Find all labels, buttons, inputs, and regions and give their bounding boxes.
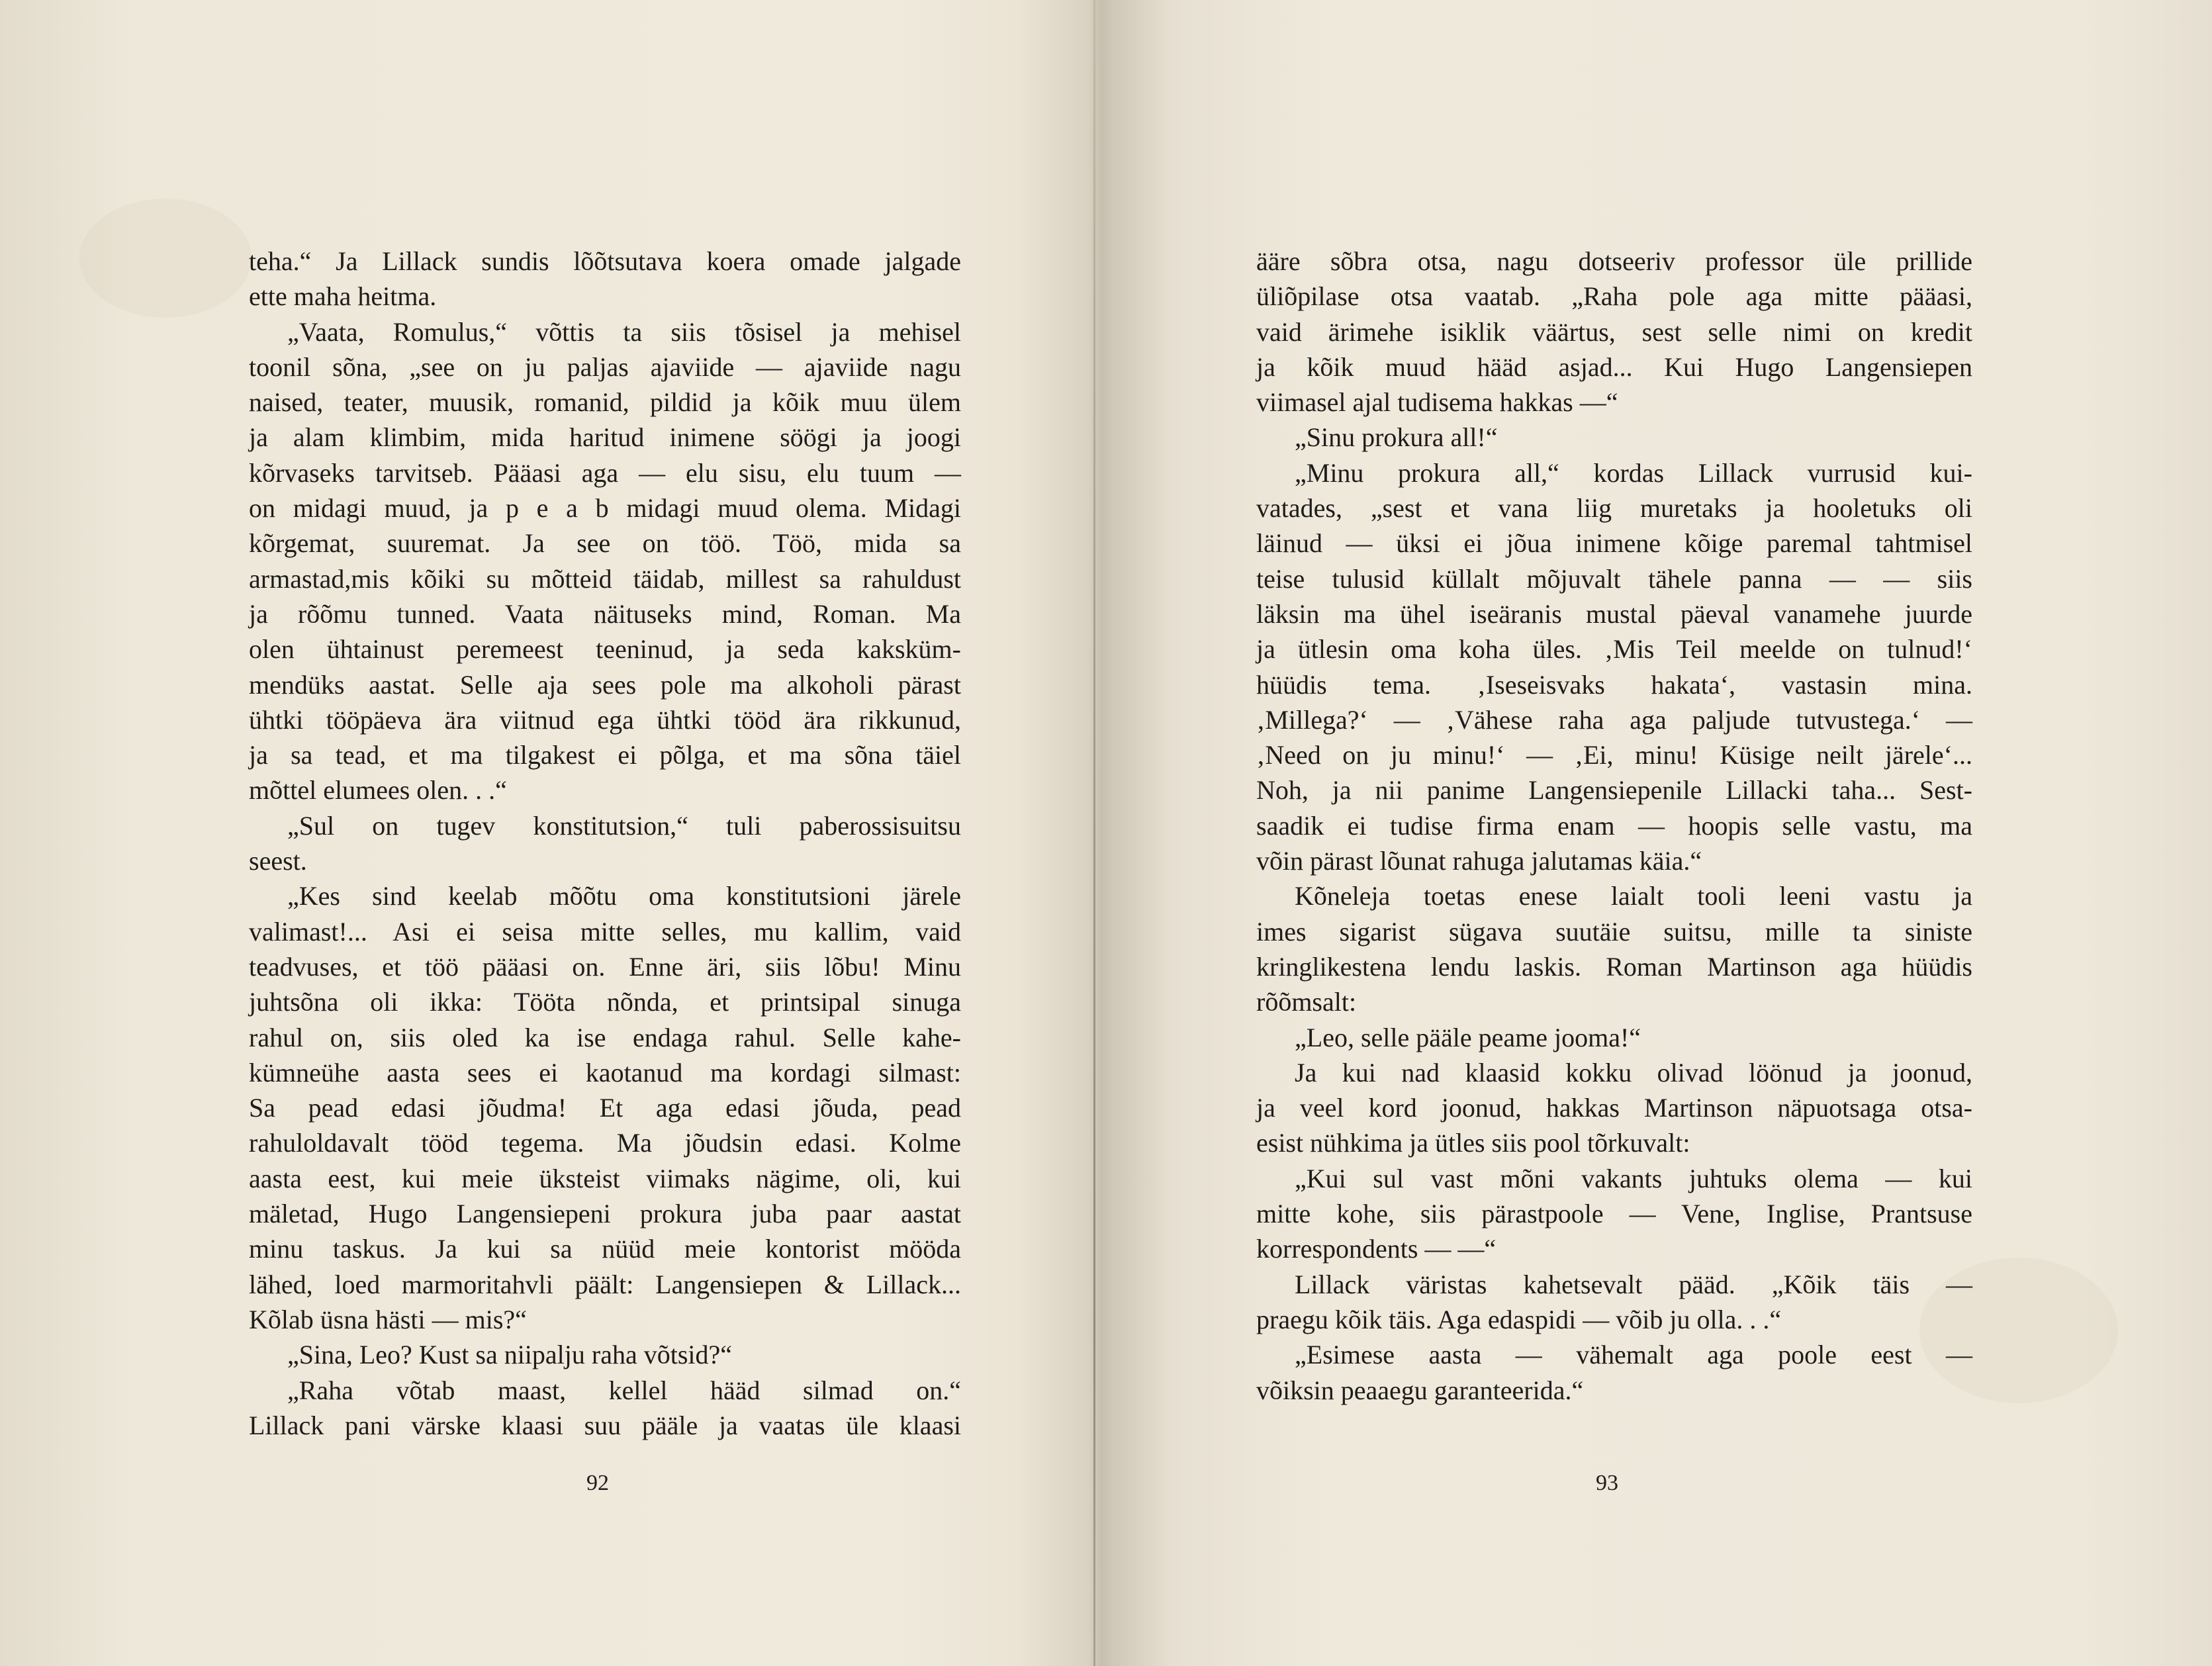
text-line: armastad,mis kõiki su mõtteid täidab, millest sa rahuldust (249, 563, 961, 594)
text-line: juhtsõna oli ikka: Tööta nõnda, et printsipal sinuga (249, 987, 961, 1017)
text-line: „Minu prokura all,“ kordas Lillack vurrusid kui- (1295, 457, 1972, 488)
text-line: minu taskus. Ja kui sa nüüd meie kontorist mööda (249, 1234, 961, 1264)
text-line: kõrvaseks tarvitseb. Pääasi aga — elu sisu, elu tuum — (249, 457, 961, 488)
text-line: Ja kui nad klaasid kokku olivad löönud ja joonud, (1295, 1057, 1972, 1088)
text-line: naised, teater, muusik, romanid, pildid ja kõik muu ülem (249, 387, 961, 418)
text-line: ette maha heitma. (249, 281, 437, 312)
text-line: läksin ma ühel iseäranis mustal päeval vanamehe juurde (1256, 598, 1972, 629)
text-line: Lillack pani värske klaasi suu pääle ja vaatas üle klaasi (249, 1410, 961, 1440)
right-page (1099, 0, 2212, 1666)
text-line: rõõmsalt: (1256, 987, 1357, 1017)
text-line: ‚Millega?‘ — ‚Vähese raha aga paljude tutvustega.‘ — (1256, 704, 1972, 735)
text-line: „Esimese aasta — vähemalt aga poole eest — (1295, 1340, 1972, 1370)
text-line: esist nühkima ja ütles siis pool tõrkuvalt: (1256, 1128, 1690, 1158)
left-page-number: 92 (586, 1471, 609, 1495)
text-line: rahuloldavalt tööd tegema. Ma jõudsin edasi. Kolme (249, 1128, 961, 1158)
text-line: kringlikestena lendu laskis. Roman Martinson aga hüüdis (1256, 951, 1972, 982)
text-line: seest. (249, 846, 307, 876)
text-line: ühtki tööpäeva ära viitnud ega ühtki tööd ära rikkunud, (249, 704, 961, 735)
text-line: ääre sõbra otsa, nagu dotseeriv professor üle prillide (1256, 246, 1972, 276)
text-line: toonil sõna, „see on ju paljas ajaviide — ajaviide nagu (249, 351, 961, 382)
text-line: teise tulusid küllalt mõjuvalt tähele panna — — siis (1256, 563, 1972, 594)
text-line: rahul on, siis oled ka ise endaga rahul. Selle kahe- (249, 1022, 961, 1052)
text-line: aasta eest, kui meie üksteist viimaks nägime, oli, kui (249, 1163, 961, 1193)
text-line: mendüks aastat. Selle aja sees pole ma alkoholi pärast (249, 669, 961, 700)
text-line: mitte kohe, siis pärastpoole — Vene, Inglise, Prantsuse (1256, 1199, 1972, 1229)
text-line: „Kes sind keelab mõõtu oma konstitutsioni järele (287, 881, 961, 911)
text-line: hüüdis tema. ‚Iseseisvaks hakata‘, vastasin mina. (1256, 669, 1972, 700)
text-line: imes sigarist sügava suutäie suitsu, mille ta siniste (1256, 916, 1972, 947)
text-line: võin pärast lõunat rahuga jalutamas käia.“ (1256, 846, 1702, 876)
text-line: „Leo, selle pääle peame jooma!“ (1295, 1022, 1641, 1052)
text-line: praegu kõik täis. Aga edaspidi — võib ju olla. . .“ (1256, 1304, 1782, 1334)
text-line: Kõlab üsna hästi — mis?“ (249, 1304, 527, 1334)
text-line: korrespondents — —“ (1256, 1234, 1497, 1264)
text-line: ja veel kord joonud, hakkas Martinson näpuotsaga otsa- (1256, 1093, 1972, 1123)
text-line: viimasel ajal tudisema hakkas —“ (1256, 387, 1618, 418)
text-line: ja alam klimbim, mida haritud inimene söögi ja joogi (249, 422, 961, 453)
text-line: Sa pead edasi jõudma! Et aga edasi jõuda, pead (249, 1093, 961, 1123)
text-line: „Sina, Leo? Kust sa niipalju raha võtsid?“ (287, 1340, 733, 1370)
text-line: Noh, ja nii panime Langensiepenile Lillacki taha... Sest- (1256, 775, 1972, 806)
text-line: „Sinu prokura all!“ (1295, 422, 1498, 453)
text-line: vaid ärimehe isiklik väärtus, sest selle nimi on kredit (1256, 316, 1972, 347)
text-line: Lillack väristas kahetsevalt pääd. „Kõik täis — (1295, 1269, 1972, 1299)
text-line: ja ütlesin oma koha üles. ‚Mis Teil meelde on tulnud!‘ (1256, 634, 1972, 665)
text-line: teha.“ Ja Lillack sundis lõõtsutava koera omade jalgade (249, 246, 961, 276)
text-line: „Kui sul vast mõni vakants juhtuks olema — kui (1295, 1163, 1972, 1193)
text-line: Kõneleja toetas enese laialt tooli leeni vastu ja (1295, 881, 1972, 911)
text-line: ‚Need on ju minu!‘ — ‚Ei, minu! Küsige neilt järele‘... (1256, 740, 1972, 770)
text-line: „Raha võtab maast, kellel hääd silmad on.“ (287, 1375, 961, 1405)
text-line: „Vaata, Romulus,“ võttis ta siis tõsisel ja mehisel (287, 316, 961, 347)
text-line: ja kõik muud hääd asjad... Kui Hugo Langensiepen (1256, 351, 1972, 382)
text-line: kõrgemat, suuremat. Ja see on töö. Töö, mida sa (249, 528, 961, 559)
text-line: ja sa tead, et ma tilgakest ei põlga, et ma sõna täiel (249, 740, 961, 770)
text-line: läinud — üksi ei jõua inimene kõige paremal tahtmisel (1256, 528, 1972, 559)
left-page (0, 0, 1099, 1666)
text-line: vatades, „sest et vana liig muretaks ja hooletuks oli (1256, 493, 1972, 524)
right-page-text (1256, 244, 1972, 1408)
text-line: lähed, loed marmoritahvli päält: Langensiepen & Lillack... (249, 1269, 961, 1299)
text-line: „Sul on tugev konstitutsion,“ tuli paberossisuitsu (287, 810, 961, 841)
text-line: olen ühtainust peremeest teeninud, ja seda kaksküm- (249, 634, 961, 665)
text-line: ja rõõmu tunned. Vaata näituseks mind, Roman. Ma (249, 598, 961, 629)
text-line: on midagi muud, ja p e a b midagi muud olema. Midagi (249, 493, 961, 524)
text-line: teadvuses, et töö pääasi on. Enne äri, siis lõbu! Minu (249, 951, 961, 982)
right-page-number: 93 (1596, 1471, 1618, 1495)
book-gutter (1093, 0, 1095, 1666)
text-line: üliõpilase otsa vaatab. „Raha pole aga mitte pääasi, (1256, 281, 1972, 312)
text-line: saadik ei tudise firma enam — hoopis selle vastu, ma (1256, 810, 1972, 841)
text-line: valimast!... Asi ei seisa mitte selles, mu kallim, vaid (249, 916, 961, 947)
text-line: mõttel elumees olen. . .“ (249, 775, 507, 806)
text-line: mäletad, Hugo Langensiepeni prokura juba paar aastat (249, 1199, 961, 1229)
text-line: võiksin peaaegu garanteerida.“ (1256, 1375, 1584, 1405)
left-page-text (249, 244, 961, 1443)
text-line: kümneühe aasta sees ei kaotanud ma kordagi silmast: (249, 1057, 961, 1088)
